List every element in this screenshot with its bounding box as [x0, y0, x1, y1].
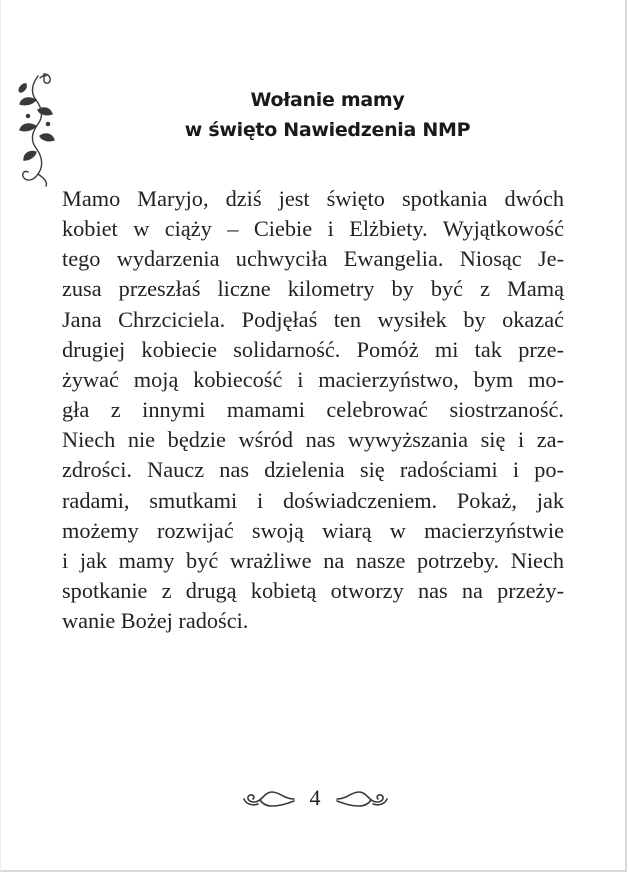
text-line: Mamo Maryjo, dziś jest święto spotkania dwóch	[62, 186, 564, 211]
scroll-flourish-icon	[240, 788, 296, 810]
text-line: spotkanie z drugą kobietą otworzy nas na przeży-	[62, 578, 564, 604]
text-line: i jak mamy być wrażliwe na nasze potrzeby. Niech	[62, 547, 564, 573]
text-line: Niech nie będzie wśród nas wywyższania się i za-	[62, 427, 564, 453]
text-line: kobiet w ciąży – Ciebie i Elżbiety. Wyjątkowość	[62, 216, 564, 242]
text-line: zusa przeszłaś liczne kilometry by być z Mamą	[62, 276, 564, 302]
scroll-flourish-icon	[335, 788, 391, 810]
title-line-2: w święto Nawiedzenia NMP	[184, 119, 471, 141]
text-line: drugiej kobiecie solidarność. Pomóż mi tak prze-	[62, 336, 564, 362]
text-line: tego wydarzenia uchwyciła Ewangelia. Niosąc Je-	[62, 246, 564, 272]
text-line: gła z innymi mamami celebrować siostrzaność.	[62, 397, 564, 423]
text-line: zdrości. Naucz nas dzielenia się radościami i po-	[62, 457, 564, 483]
page-number: 4	[309, 785, 321, 810]
title-line-1: Wołanie mamy	[250, 89, 405, 111]
text-line: żywać moją kobiecość i macierzyństwo, bym mo-	[62, 366, 564, 392]
text-line: wanie Bożej radości.	[62, 608, 249, 634]
prayer-text	[62, 184, 564, 636]
text-line: Jana Chrzciciela. Podjęłaś ten wysiłek by okazać	[62, 306, 564, 332]
page-footer	[0, 780, 629, 816]
text-line: radami, smutkami i doświadczeniem. Pokaż, jak	[62, 487, 564, 513]
text-line: możemy rozwijać swoją wiarą w macierzyństwie	[62, 517, 564, 543]
floral-vine-icon	[14, 70, 56, 190]
page-title	[120, 85, 535, 145]
